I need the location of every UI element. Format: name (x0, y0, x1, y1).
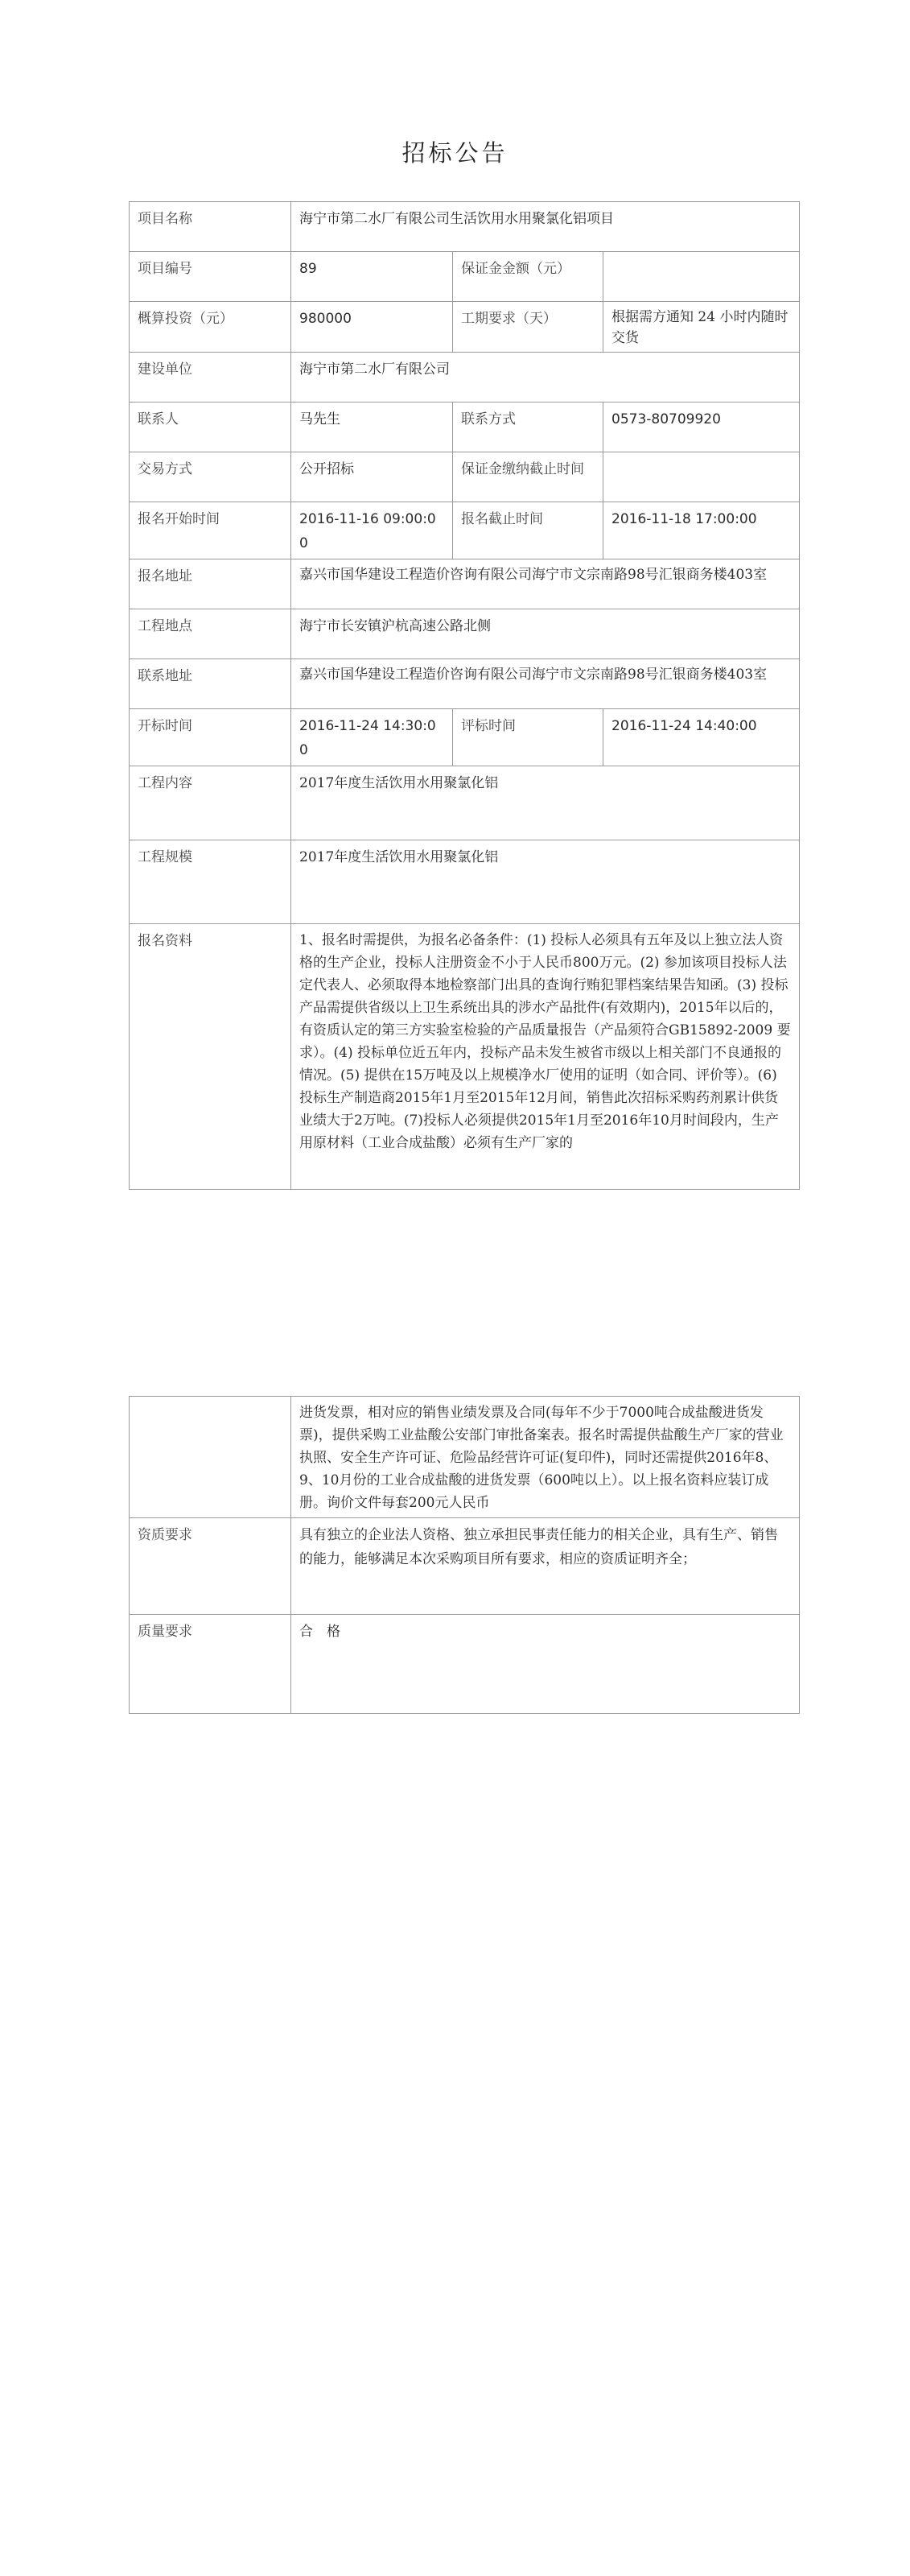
value-content: 2017年度生活饮用水用聚氯化铝 (291, 766, 800, 840)
label-reg-docs-continued (130, 1397, 291, 1518)
row-reg-docs (130, 924, 800, 1190)
value-builder: 海宁市第二水厂有限公司 (291, 353, 800, 402)
value-reg-address: 嘉兴市国华建设工程造价咨询有限公司海宁市文宗南路98号汇银商务楼403室 (291, 559, 800, 609)
label-contact-address: 联系地址 (130, 659, 291, 709)
row-project-name (130, 202, 800, 252)
row-project-no (130, 252, 800, 302)
label-contact-method: 联系方式 (453, 402, 603, 452)
label-reg-start: 报名开始时间 (130, 502, 291, 559)
label-bid-eval: 评标时间 (453, 709, 603, 766)
label-project-no: 项目编号 (130, 252, 291, 302)
value-contact: 马先生 (291, 402, 453, 452)
value-bid-open: 2016-11-24 14:30:00 (291, 709, 453, 766)
label-builder: 建设单位 (130, 353, 291, 402)
bid-notice-table (129, 201, 800, 1190)
label-site: 工程地点 (130, 609, 291, 659)
value-contact-method: 0573-80709920 (603, 402, 800, 452)
value-trade-method: 公开招标 (291, 452, 453, 502)
row-contact (130, 402, 800, 452)
row-trade-method (130, 452, 800, 502)
label-period: 工期要求（天） (453, 302, 603, 353)
value-deposit-deadline (603, 452, 800, 502)
value-reg-docs: 1、报名时需提供，为报名必备条件：(1) 投标人必须具有五年及以上独立法人资格的生产企业，投标人注册资金不小于人民币800万元。(2) 参加该项目投标人法定代表人、必须取得本地检察部门出具的查询行贿犯罪档案结果告知函。(3) 投标产品需提供省级以上卫生系统出具的涉水产品批件(有效期内)，2015年以后的，有资质认定的第三方实验室检验的产品质量报告（产品须符合GB15892-2009 要求）。(4) 投标单位近五年内，投标产品未发生被省市级以上相关部门不良通报的情况。(5) 提供在15万吨及以上规模净水厂使用的证明（如合同、评价等）。(6) 投标生产制造商2015年1月至2015年12月间，销售此次招标采购药剂累计供货业绩大于2万吨。(7)投标人必须提供2015年1月至2016年10月时间段内，生产用原材料（工业合成盐酸）必须有生产厂家的 (291, 924, 800, 1190)
row-qualification (130, 1518, 800, 1615)
row-builder (130, 353, 800, 402)
label-bid-open: 开标时间 (130, 709, 291, 766)
row-reg-address (130, 559, 800, 609)
row-reg-docs-continued (130, 1397, 800, 1518)
bid-notice-table-continued (129, 1396, 800, 1714)
value-project-name: 海宁市第二水厂有限公司生活饮用水用聚氯化铝项目 (291, 202, 800, 252)
label-reg-end: 报名截止时间 (453, 502, 603, 559)
label-qualification: 资质要求 (130, 1518, 291, 1615)
label-budget: 概算投资（元） (130, 302, 291, 353)
value-period: 根据需方通知 24 小时内随时交货 (603, 302, 800, 353)
row-contact-address (130, 659, 800, 709)
label-reg-docs: 报名资料 (130, 924, 291, 1190)
value-reg-docs-continued: 进货发票，相对应的销售业绩发票及合同(每年不少于7000吨合成盐酸进货发票)，提供采购工业盐酸公安部门审批备案表。报名时需提供盐酸生产厂家的营业执照、安全生产许可证、危险品经营许可证(复印件)，同时还需提供2016年8、9、10月份的工业合成盐酸的进货发票（600吨以上）。以上报名资料应装订成册。询价文件每套200元人民币 (291, 1397, 800, 1518)
row-bid-time (130, 709, 800, 766)
value-contact-address: 嘉兴市国华建设工程造价咨询有限公司海宁市文宗南路98号汇银商务楼403室 (291, 659, 800, 709)
value-quality: 合 格 (291, 1615, 800, 1714)
row-quality (130, 1615, 800, 1714)
page-title: 招标公告 (401, 139, 509, 167)
value-deposit (603, 252, 800, 302)
value-reg-start: 2016-11-16 09:00:00 (291, 502, 453, 559)
row-budget (130, 302, 800, 353)
value-reg-end: 2016-11-18 17:00:00 (603, 502, 800, 559)
label-trade-method: 交易方式 (130, 452, 291, 502)
label-content: 工程内容 (130, 766, 291, 840)
value-bid-eval: 2016-11-24 14:40:00 (603, 709, 800, 766)
value-site: 海宁市长安镇沪杭高速公路北侧 (291, 609, 800, 659)
value-scale: 2017年度生活饮用水用聚氯化铝 (291, 840, 800, 924)
label-project-name: 项目名称 (130, 202, 291, 252)
label-deposit: 保证金金额（元） (453, 252, 603, 302)
value-qualification: 具有独立的企业法人资格、独立承担民事责任能力的相关企业，具有生产、销售的能力，能够满足本次采购项目所有要求，相应的资质证明齐全； (291, 1518, 800, 1615)
label-reg-address: 报名地址 (130, 559, 291, 609)
row-reg-time (130, 502, 800, 559)
label-scale: 工程规模 (130, 840, 291, 924)
row-scale (130, 840, 800, 924)
value-budget: 980000 (291, 302, 453, 353)
label-contact: 联系人 (130, 402, 291, 452)
label-quality: 质量要求 (130, 1615, 291, 1714)
label-deposit-deadline: 保证金缴纳截止时间 (453, 452, 603, 502)
value-project-no: 89 (291, 252, 453, 302)
row-site (130, 609, 800, 659)
row-content (130, 766, 800, 840)
